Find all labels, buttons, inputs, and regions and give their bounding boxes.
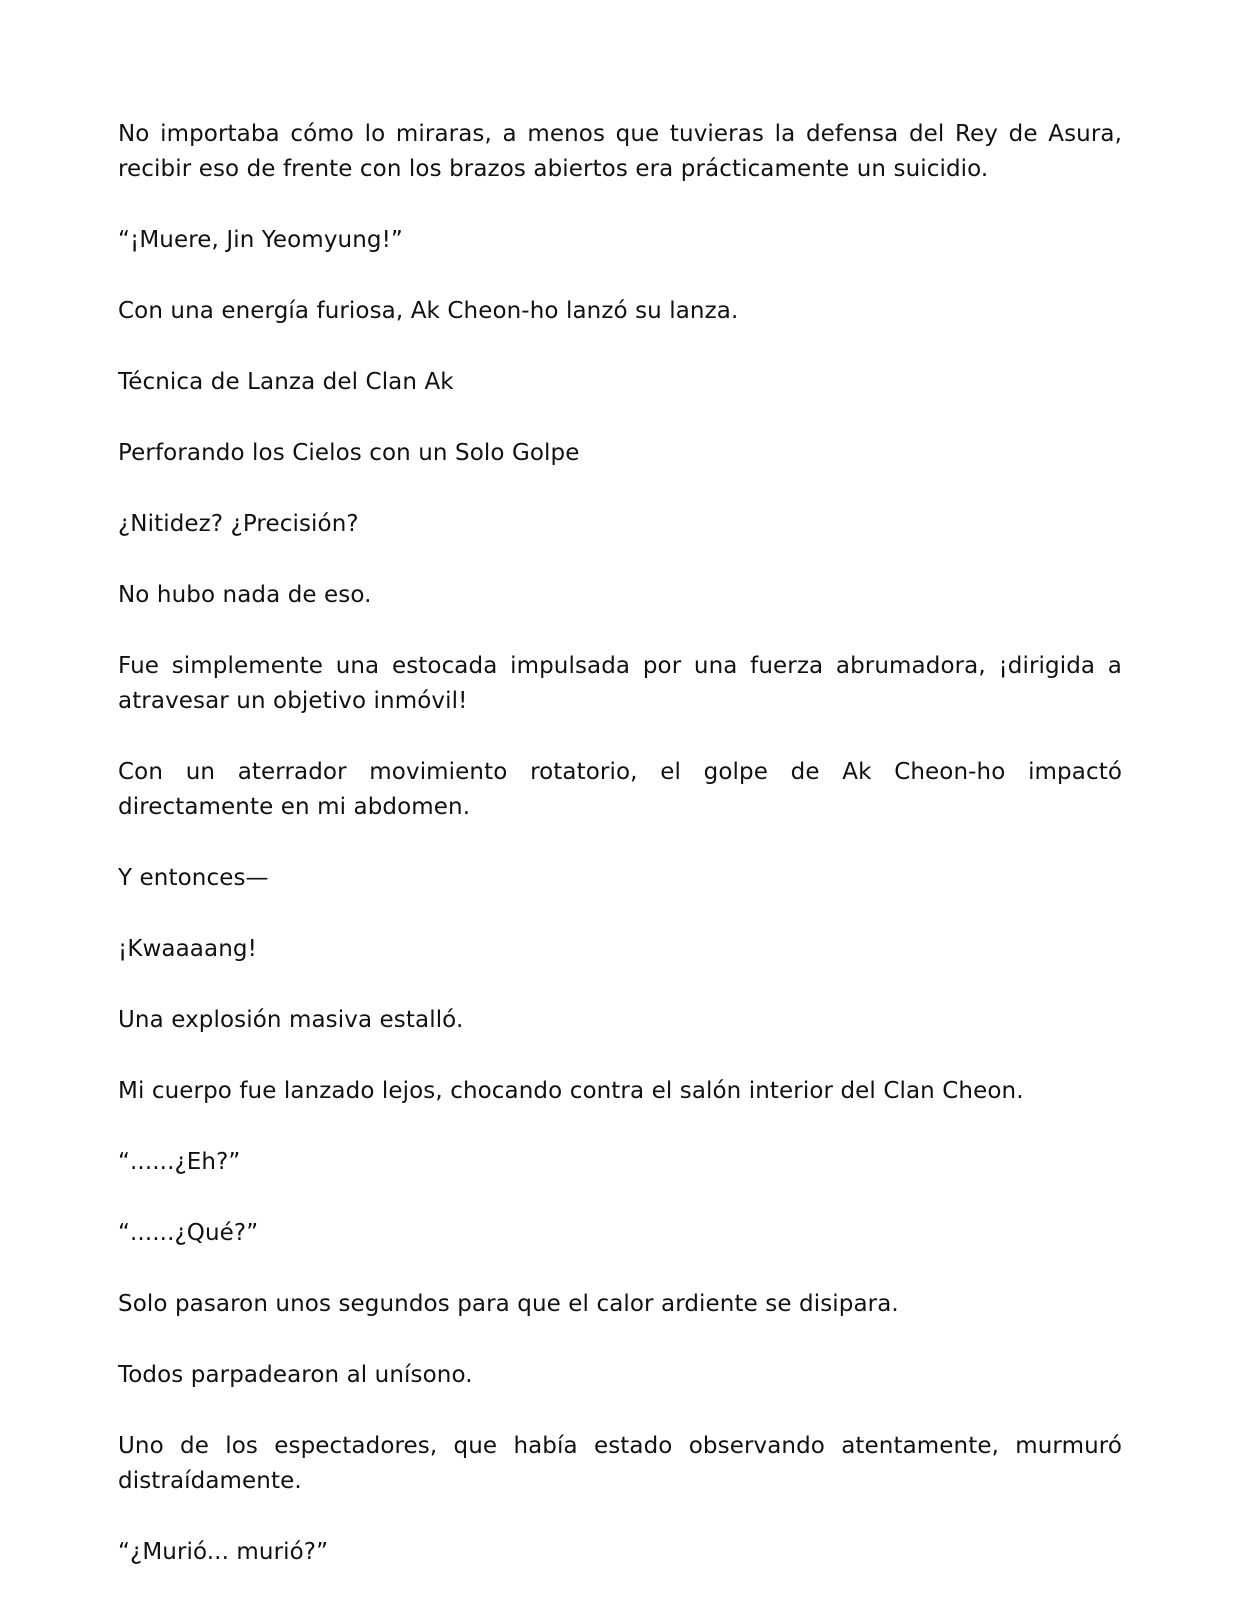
paragraph: Y entonces— [118,865,269,891]
paragraph: “¡Muere, Jin Yeomyung!” [118,227,403,253]
paragraph: Con un aterrador movimiento rotatorio, el golpe de Ak Cheon-ho impactó directamente en mi abdomen. [118,759,1122,820]
paragraph: Perforando los Cielos con un Solo Golpe [118,440,580,466]
paragraph: Con una energía furiosa, Ak Cheon-ho lanzó su lanza. [118,298,739,324]
paragraph: “¿Murió... murió?” [118,1539,329,1565]
paragraph: Mi cuerpo fue lanzado lejos, chocando contra el salón interior del Clan Cheon. [118,1078,1024,1104]
paragraph: “......¿Qué?” [118,1220,259,1246]
paragraph: No hubo nada de eso. [118,582,372,608]
paragraph: Todos parpadearon al unísono. [118,1362,473,1388]
paragraph: “......¿Eh?” [118,1149,241,1175]
paragraph: Solo pasaron unos segundos para que el calor ardiente se disipara. [118,1291,899,1317]
paragraph: Fue simplemente una estocada impulsada por una fuerza abrumadora, ¡dirigida a atravesar un objetivo inmóvil! [118,653,1122,714]
paragraph: Una explosión masiva estalló. [118,1007,464,1033]
paragraph: Técnica de Lanza del Clan Ak [118,369,454,395]
paragraph: No importaba cómo lo miraras, a menos que tuvieras la defensa del Rey de Asura, recibir eso de frente con los brazos abiertos era prácticamente un suicidio. [118,121,1122,182]
paragraph: ¿Nitidez? ¿Precisión? [118,511,359,537]
paragraph: ¡Kwaaaang! [118,936,257,962]
paragraph: Uno de los espectadores, que había estado observando atentamente, murmuró distraídamente. [118,1433,1122,1494]
document-body [118,117,1122,1606]
